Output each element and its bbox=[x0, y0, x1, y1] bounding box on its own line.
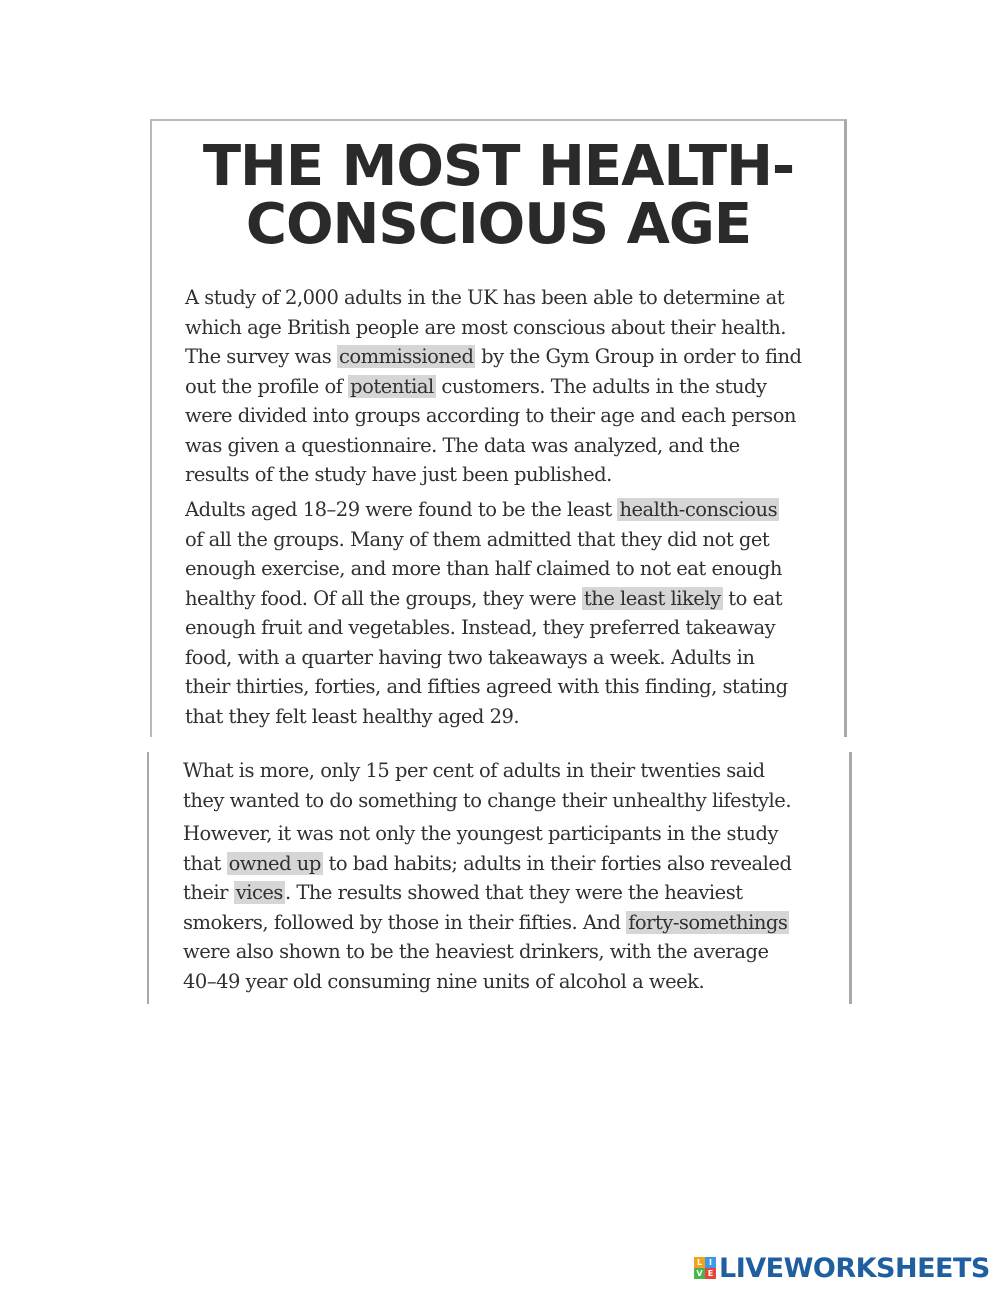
text-segment: to bad habits; adults in their forties also revealed bbox=[322, 851, 792, 875]
text-line: food, with a quarter having two takeaways a week. Adults in bbox=[185, 645, 755, 669]
text-line bbox=[183, 878, 791, 908]
text-line: they wanted to do something to change their unhealthy lifestyle. bbox=[183, 788, 792, 812]
text-line: However, it was not only the youngest participants in the study bbox=[183, 822, 778, 845]
logo-mark-letter: V bbox=[694, 1268, 705, 1279]
text-segment: . The results showed that they were the heaviest bbox=[284, 881, 743, 904]
logo-text: LIVEWORKSHEETS bbox=[719, 1252, 990, 1284]
highlighted-vocabulary: forty-somethings bbox=[628, 910, 788, 934]
text-line bbox=[185, 342, 802, 372]
highlighted-vocabulary: vices bbox=[235, 881, 283, 904]
highlighted-vocabulary: health-conscious bbox=[619, 498, 778, 521]
paragraph-4 bbox=[183, 819, 791, 996]
text-line: were also shown to be the heaviest drinkers, with the average bbox=[183, 940, 769, 963]
paragraph-3 bbox=[183, 756, 791, 815]
text-line: 40–49 year old consuming nine units of alcohol a week. bbox=[183, 969, 705, 993]
text-segment: that bbox=[183, 851, 227, 875]
text-segment: to eat bbox=[722, 586, 783, 610]
text-line: were divided into groups according to their age and each person bbox=[185, 404, 796, 427]
text-line bbox=[183, 908, 791, 938]
highlighted-vocabulary: the least likely bbox=[583, 586, 721, 610]
text-segment: healthy food. Of all the groups, they were bbox=[185, 586, 582, 610]
title-line-1: THE MOST HEALTH- bbox=[202, 134, 795, 199]
highlighted-vocabulary: commissioned bbox=[339, 345, 474, 368]
text-segment: smokers, followed by those in their fifties. And bbox=[183, 910, 627, 934]
text-line: of all the groups. Many of them admitted that they did not get bbox=[185, 527, 770, 551]
text-segment: out the profile of bbox=[185, 374, 349, 398]
logo-mark-icon bbox=[694, 1257, 716, 1279]
text-line bbox=[183, 849, 791, 879]
text-segment: their bbox=[183, 881, 234, 904]
text-segment: The survey was bbox=[185, 345, 337, 368]
text-line: enough fruit and vegetables. Instead, they preferred takeaway bbox=[185, 616, 776, 639]
text-line bbox=[185, 495, 788, 525]
text-line: that they felt least healthy aged 29. bbox=[185, 704, 520, 728]
text-line: enough exercise, and more than half claimed to not eat enough bbox=[185, 557, 782, 580]
logo-mark-letter: I bbox=[705, 1257, 716, 1268]
text-line: their thirties, forties, and fifties agreed with this finding, stating bbox=[185, 675, 788, 698]
text-segment: customers. The adults in the study bbox=[435, 374, 767, 398]
text-line bbox=[185, 372, 802, 402]
paragraph-1 bbox=[185, 283, 802, 490]
highlighted-vocabulary: owned up bbox=[228, 851, 321, 875]
logo-mark-letter: L bbox=[694, 1257, 705, 1268]
paragraph-2 bbox=[185, 495, 788, 731]
text-line: results of the study have just been published. bbox=[185, 463, 612, 486]
highlighted-vocabulary: potential bbox=[350, 374, 434, 398]
text-line: was given a questionnaire. The data was analyzed, and the bbox=[185, 433, 740, 457]
text-line: What is more, only 15 per cent of adults in their twenties said bbox=[183, 759, 765, 782]
title-line-2: CONSCIOUS AGE bbox=[245, 192, 752, 257]
text-segment: Adults aged 18–29 were found to be the least bbox=[185, 498, 618, 521]
text-line: which age British people are most conscious about their health. bbox=[185, 315, 786, 339]
text-line bbox=[185, 584, 788, 614]
article-title bbox=[150, 134, 847, 257]
text-segment: by the Gym Group in order to find bbox=[475, 345, 802, 368]
liveworksheets-logo bbox=[694, 1253, 990, 1283]
text-line: A study of 2,000 adults in the UK has been able to determine at bbox=[185, 286, 785, 309]
logo-mark-letter: E bbox=[705, 1268, 716, 1279]
